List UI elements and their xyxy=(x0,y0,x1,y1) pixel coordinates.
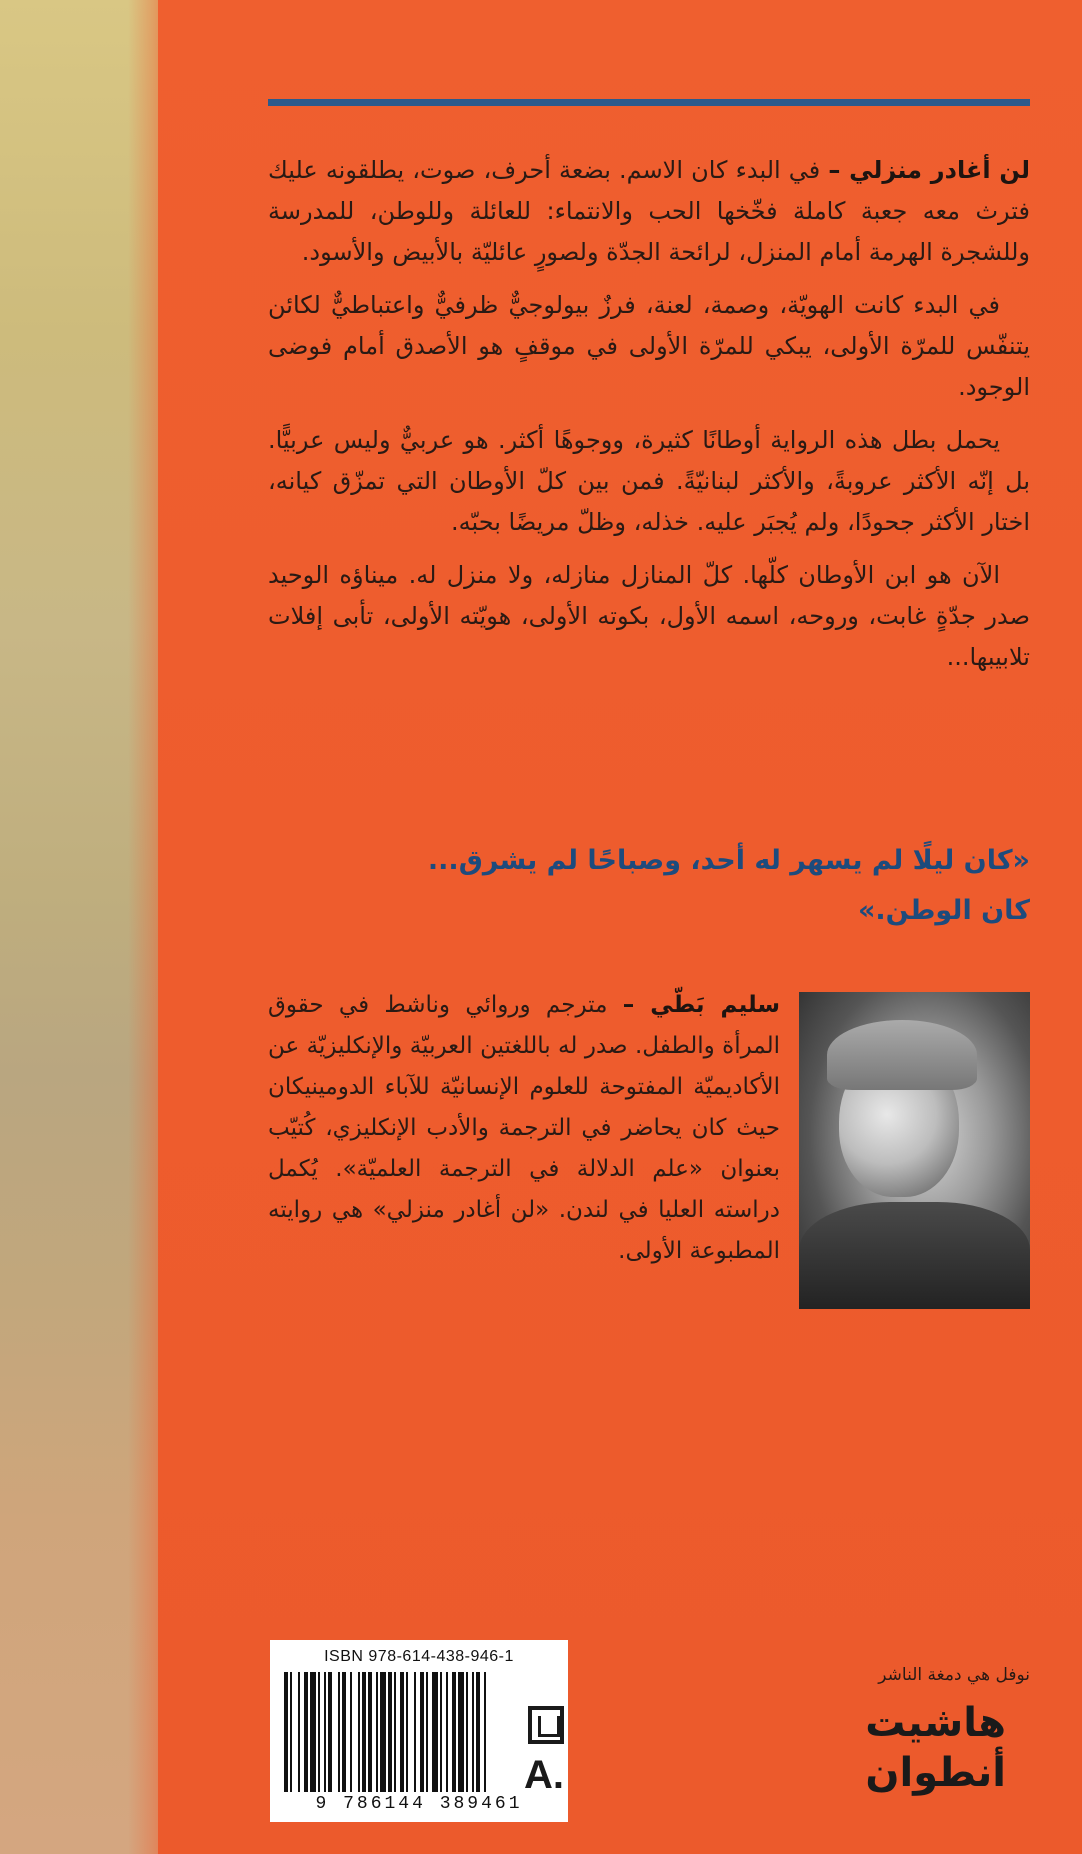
book-title-lead: لن أغادر منزلي – xyxy=(828,156,1030,184)
blurb-paragraph-1-text: في البدء كان الاسم. بضعة أحرف، صوت، يطلقونه عليك فترث معه جعبة كاملة فخّخها الحب والانتماء: للعائلة وللوطن، للمدرسة وللشجرة الهرمة أمام المنزل، لرائحة الجدّة ولصورٍ عائليّة بالأبيض والأسود. xyxy=(268,156,1030,266)
author-bio-text: مترجم وروائي وناشط في حقوق المرأة والطفل. صدر له باللغتين العربيّة والإنكليزيّة عن الأكاديميّة المفتوحة للعلوم الإنسانيّة للآباء الدومينيكان حيث كان يحاضر في الترجمة والأدب الإنكليزي، كُتيّب بعنوان «علم الدلالة في الترجمة العلميّة». يُكمل دراسته العليا في لندن. «لن أغادر منزلي» هي روايته المطبوعة الأولى. xyxy=(268,992,780,1264)
author-name: سليم بَطّي – xyxy=(622,992,780,1018)
book-blurb xyxy=(268,150,1030,690)
barcode-digits: 9 786144 389461 xyxy=(315,1794,523,1814)
author-bio xyxy=(268,985,780,1272)
top-divider-rule xyxy=(268,99,1030,106)
publisher-tagline: نوفل هي دمغة الناشر xyxy=(878,1665,1030,1685)
blurb-paragraph-2: في البدء كانت الهويّة، وصمة، لعنة، فرزٌ بيولوجيٌّ ظرفيٌّ واعتباطيٌّ لكائن يتنفّس للمرّة الأولى، يبكي للمرّة الأولى في موقفٍ هو الأصدق أمام فوضى الوجود. xyxy=(268,291,1030,401)
publisher-logo-letter: A. xyxy=(524,1753,564,1797)
isbn-label: ISBN 978-614-438-946-1 xyxy=(324,1648,514,1665)
pull-quote xyxy=(268,836,1030,936)
publisher-logo-icon xyxy=(528,1706,564,1744)
pull-quote-line-1: «كان ليلًا لم يسهر له أحد، وصباحًا لم يشرق... xyxy=(427,845,1030,876)
author-photo-body xyxy=(799,1202,1030,1309)
book-spine-edge xyxy=(0,0,158,1854)
barcode-bars xyxy=(284,1672,554,1792)
blurb-paragraph-3: يحمل بطل هذه الرواية أوطانًا كثيرة، ووجوهًا أكثر. هو عربيٌّ وليس عربيًّا. بل إنّه الأكثر عروبةً، والأكثر لبنانيّةً. فمن بين كلّ الأوطان التي تمزّق كيانه، اختار الأكثر جحودًا، ولم يُجبَر عليه. خذله، وظلّ مريضًا بحبّه. xyxy=(268,426,1030,536)
author-photo xyxy=(799,992,1030,1309)
pull-quote-line-2: كان الوطن.» xyxy=(857,895,1030,926)
author-photo-cap xyxy=(827,1020,977,1090)
blurb-paragraph-4: الآن هو ابن الأوطان كلّها. كلّ المنازل منازله، ولا منزل له. ميناؤه الوحيد صدر جدّةٍ غابت، وروحه، اسمه الأول، بكوته الأولى، هويّته الأولى، تأبى إفلات تلابيبها... xyxy=(268,561,1030,671)
author-bio-paragraph xyxy=(268,985,780,1272)
publisher-name-line-1: هاشيت xyxy=(865,1700,1006,1746)
publisher-name-line-2: أنطوان xyxy=(865,1750,1006,1796)
blurb-paragraph-1 xyxy=(268,150,1030,273)
